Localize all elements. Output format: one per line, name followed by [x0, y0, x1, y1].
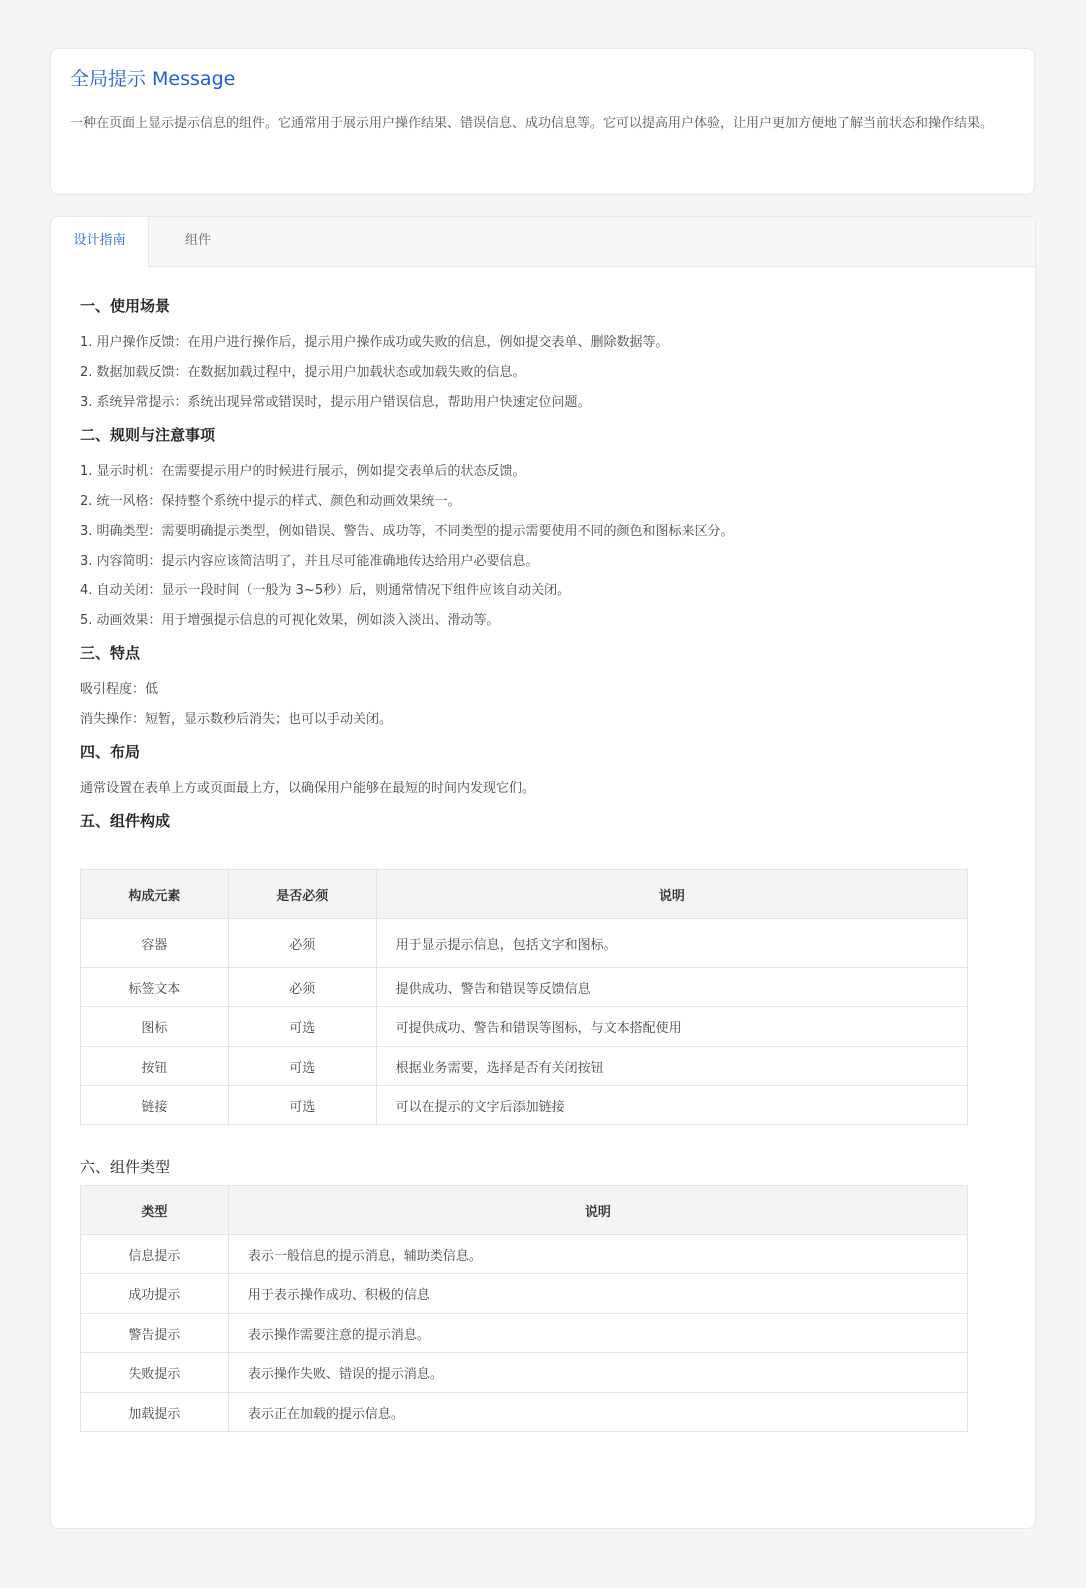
table-cell: 信息提示 [81, 1235, 229, 1274]
rule-item: 4. 自动关闭：显示一段时间（一般为 3~5秒）后，则通常情况下组件应该自动关闭。 [80, 583, 571, 598]
section-heading-layout: 四、布局 [80, 743, 141, 761]
table-cell: 图标 [81, 1007, 229, 1047]
rule-item: 5. 动画效果：用于增强提示信息的可视化效果，例如淡入淡出、滑动等。 [80, 613, 500, 628]
table-header-row [81, 1186, 968, 1235]
table-row [81, 1086, 968, 1125]
rule-item: 3. 内容简明：提示内容应该简洁明了，并且尽可能准确地传达给用户必要信息。 [80, 554, 539, 569]
table-cell: 按钮 [81, 1047, 229, 1086]
usage-item: 2. 数据加载反馈：在数据加载过程中，提示用户加载状态或加载失败的信息。 [80, 365, 526, 380]
table-cell: 必须 [228, 968, 376, 1007]
column-header: 说明 [376, 870, 967, 919]
table-row [81, 1353, 968, 1393]
section-heading-rules: 二、规则与注意事项 [80, 426, 216, 444]
table-cell: 根据业务需要，选择是否有关闭按钮 [376, 1047, 967, 1086]
column-header: 是否必须 [228, 870, 376, 919]
table-row [81, 919, 968, 968]
table-row [81, 968, 968, 1007]
table-cell: 用于表示操作成功、积极的信息 [228, 1274, 967, 1314]
usage-item: 3. 系统异常提示：系统出现异常或错误时，提示用户错误信息，帮助用户快速定位问题。 [80, 395, 591, 410]
feature-item: 吸引程度：低 [80, 682, 159, 697]
types-table [80, 1185, 968, 1432]
usage-item: 1. 用户操作反馈：在用户进行操作后，提示用户操作成功或失败的信息，例如提交表单、删除数据等。 [80, 335, 669, 350]
page-title: 全局提示 Message [70, 68, 236, 90]
table-row [81, 1393, 968, 1432]
composition-table [80, 869, 968, 1125]
table-cell: 加载提示 [81, 1393, 229, 1432]
table-cell: 可选 [228, 1007, 376, 1047]
section-heading-types: 六、组件类型 [80, 1158, 171, 1176]
column-header: 说明 [228, 1186, 967, 1235]
table-cell: 成功提示 [81, 1274, 229, 1314]
rule-item: 3. 明确类型：需要明确提示类型，例如错误、警告、成功等，不同类型的提示需要使用不同的颜色和图标来区分。 [80, 524, 734, 539]
content-card [50, 216, 1036, 1529]
table-row [81, 1274, 968, 1314]
table-cell: 表示正在加载的提示信息。 [228, 1393, 967, 1432]
table-cell: 表示操作失败、错误的提示消息。 [228, 1353, 967, 1393]
table-row [81, 1235, 968, 1274]
table-cell: 必须 [228, 919, 376, 968]
table-row [81, 1047, 968, 1086]
tab-design-guide[interactable]: 设计指南 [51, 217, 149, 267]
table-row [81, 1314, 968, 1353]
table-cell: 标签文本 [81, 968, 229, 1007]
table-cell: 用于显示提示信息，包括文字和图标。 [376, 919, 967, 968]
table-cell: 可以在提示的文字后添加链接 [376, 1086, 967, 1125]
tab-bar [51, 217, 1035, 267]
page-description: 一种在页面上显示提示信息的组件。它通常用于展示用户操作结果、错误信息、成功信息等。它可以提高用户体验，让用户更加方便地了解当前状态和操作结果。 [70, 116, 994, 131]
layout-item: 通常设置在表单上方或页面最上方，以确保用户能够在最短的时间内发现它们。 [80, 781, 536, 796]
feature-item: 消失操作：短暂，显示数秒后消失；也可以手动关闭。 [80, 712, 393, 727]
rule-item: 1. 显示时机：在需要提示用户的时候进行展示，例如提交表单后的状态反馈。 [80, 464, 526, 479]
rule-item: 2. 统一风格：保持整个系统中提示的样式、颜色和动画效果统一。 [80, 494, 461, 509]
intro-card [50, 48, 1035, 195]
table-cell: 失败提示 [81, 1353, 229, 1393]
table-cell: 容器 [81, 919, 229, 968]
section-heading-features: 三、特点 [80, 644, 141, 662]
table-row [81, 1007, 968, 1047]
tab-component[interactable]: 组件 [184, 233, 211, 248]
column-header: 类型 [81, 1186, 229, 1235]
table-header-row [81, 870, 968, 919]
table-cell: 提供成功、警告和错误等反馈信息 [376, 968, 967, 1007]
table-cell: 可选 [228, 1086, 376, 1125]
column-header: 构成元素 [81, 870, 229, 919]
table-cell: 表示操作需要注意的提示消息。 [228, 1314, 967, 1353]
table-cell: 警告提示 [81, 1314, 229, 1353]
table-cell: 可提供成功、警告和错误等图标，与文本搭配使用 [376, 1007, 967, 1047]
table-cell: 链接 [81, 1086, 229, 1125]
table-cell: 表示一般信息的提示消息，辅助类信息。 [228, 1235, 967, 1274]
section-heading-composition: 五、组件构成 [80, 812, 171, 830]
section-heading-usage: 一、使用场景 [80, 297, 171, 315]
table-cell: 可选 [228, 1047, 376, 1086]
